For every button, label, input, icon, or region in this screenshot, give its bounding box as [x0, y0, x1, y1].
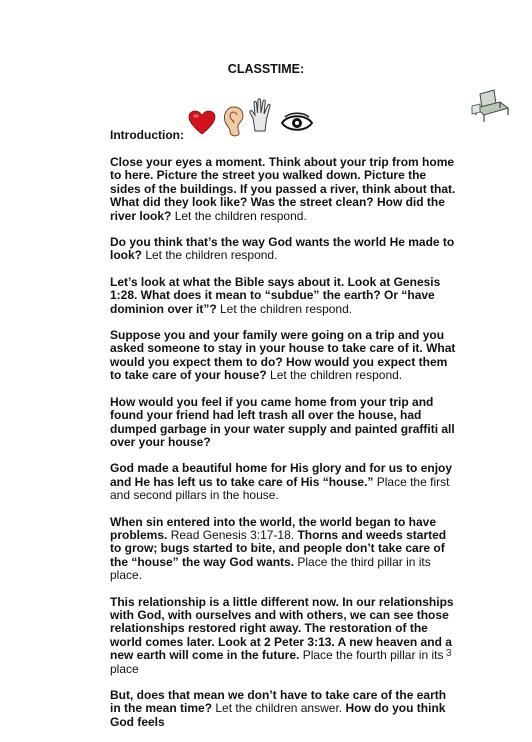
bold-text: Do you think that’s the way God wants the world He made to look?: [110, 235, 455, 263]
heart-icon: [188, 110, 216, 136]
senses-icons: [188, 98, 408, 140]
bold-text: God made a beautiful home for His glory and for us to enjoy and He has left us to take care of His “house.”: [110, 461, 453, 489]
bold-text: Let’s look at what the Bible says about it. Look at Genesis 1:28. What does it mean to “subdue” the earth? Or “have dominion over it”?: [110, 274, 441, 316]
bold-text: How would you feel if you came home from your trip and found your friend had left trash all over the house, had dumped garbage in your water supply and painted graffiti all over your house?: [110, 394, 455, 449]
instruction-text: Read Genesis 3:17-18.: [167, 527, 298, 542]
lesson-paragraph: [110, 236, 460, 263]
lesson-paragraph: [110, 329, 460, 383]
bold-text: Close your eyes a moment. Think about your trip from home to here. Picture the street you walked down. Picture the sides of the buildings. If you passed a river, think about that. What did they look like? Was the street clean? How did the river look?: [110, 155, 456, 223]
page-number: 3: [446, 648, 452, 659]
instruction-text: Let the children respond.: [171, 208, 307, 223]
instruction-text: Place the fourth pillar in its place: [110, 648, 444, 676]
bold-text: Suppose you and your family were going on a trip and you asked someone to stay in your house to take care of it. What would you expect them to do? How would you expect them to take care of your house?: [110, 328, 456, 383]
bold-text: This relationship is a little different now. In our relationships with God, with ourselves and with others, we can see those relationships restored right away. The restoration of the world comes later. Look at 2 Peter 3:13. A new heaven and a new earth will come in the future.: [110, 594, 454, 663]
lesson-paragraph: [110, 596, 460, 676]
page-title: CLASSTIME:: [227, 62, 305, 76]
introduction-label: Introduction:: [110, 128, 184, 142]
bold-text: When sin entered into the world, the world began to have problems.: [110, 514, 437, 542]
bold-text: Thorns and weeds started to grow; bugs started to bite, and people don’t take care of the “house” the way God wants.: [110, 527, 447, 569]
ear-icon: [222, 106, 244, 138]
lesson-paragraph: [110, 276, 460, 316]
introduction-row: [110, 98, 430, 140]
instruction-text: Let the children respond.: [216, 301, 353, 316]
lesson-paragraph: [110, 689, 460, 729]
bold-text: How do you think God feels: [110, 701, 446, 729]
instruction-text: Let the children answer.: [212, 701, 346, 716]
instruction-text: Let the children respond.: [142, 248, 278, 263]
instruction-text: Let the children respond.: [266, 368, 403, 383]
bold-text: But, does that mean we don’t have to take care of the earth in the mean time?: [110, 688, 447, 716]
lesson-paragraph: [110, 156, 460, 223]
lesson-paragraph: [110, 396, 460, 450]
lesson-paragraph: [110, 516, 460, 583]
instruction-text: Place the first and second pillars in the house.: [110, 474, 450, 503]
lesson-text: [110, 156, 460, 742]
eye-icon: [280, 112, 314, 134]
hand-icon: [248, 98, 276, 132]
instruction-text: Place the third pillar in its place.: [110, 554, 431, 583]
lesson-paragraph: [110, 462, 460, 502]
chair-icon: [470, 88, 512, 124]
